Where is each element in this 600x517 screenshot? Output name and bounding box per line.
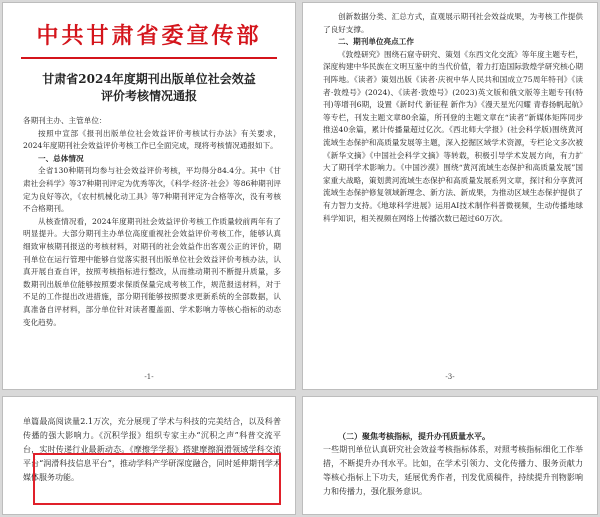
page-number: -3-: [445, 373, 455, 381]
document-title-line2: 评价考核情况通报: [100, 89, 197, 103]
section-heading: 一、总体情况: [38, 153, 84, 163]
section-heading: （二）聚焦考核指标，提升办刊质量水平。: [338, 431, 490, 441]
paragraph: 《敦煌研究》围绕石窟寺研究、策划《东西文化交流》等年度主题专栏，深度构建中华民族在文明互鉴中的当代价值，着力打造国际敦煌学研究核心期刊阵地。《读者》策划出版《读者·庆祝中华人民共和国成立75周年特刊》《读者·敦煌号》(2024)、《读者·敦煌号》(2023)英文版和俄文版等主题专刊(特刊)等增刊6期，设置《新时代 新征程 新作为》《漫天星光闪耀 青春扬帆起航》等专栏，刊发主题文章80余篇，所刊登的主题文章在“读者”新媒体矩阵同步推送40余篇，累计传播量超过亿次。《西北师大学报》(社会科学版)围绕黄河流域生态保护和高质量发展等主题，深入挖掘区域学术资源，专栏论文多次被《新华文摘》《中国社会科学文摘》等转载，积极引导学术发展方向，有力扩大了期刊学术影响力。《中国沙漠》围绕“黄河流域生态保护和高质量发展”国家重大战略，策划黄河流域生态保护和高质量发展系列文章，探讨和分享黄河流域生态保护修复领域新理念、新方法、新成果，为推动区域生态保护提供了有力智力支持。《地球科学进展》运用AI技术制作科普微视频，生动传播地球科学知识，相关视频在网络上传播次数已超过60万次。: [323, 49, 583, 223]
section-heading: 二、期刊单位亮点工作: [338, 37, 414, 47]
document-page-4: [302, 396, 598, 515]
paragraph: 创新数据分类、汇总方式，直观展示期刊社会效益成果，为考核工作提供了良好支撑。: [323, 12, 583, 34]
page-number: -1-: [144, 373, 154, 381]
page4-body: [323, 429, 583, 499]
highlight-box: [33, 453, 281, 505]
paragraph: 全省130种期刊均参与社会效益评价考核，平均得分84.4分。其中《甘肃社会科学》等37种期刊评定为优秀等次，《科学·经济·社会》等86种期刊评定为良好等次，《农村机械化动工具》等7种期刊评定为合格等次，没有考核不合格期刊。: [23, 166, 281, 214]
page1-body: [23, 115, 281, 329]
paragraph: 单篇最高阅读量2.1万次，充分展现了学术与科技的完美结合，以及科普传播的强大影响力。《沉积学报》组织专家主办“沉积之声”科普交流平台，实时传递行业最新动态。《摩擦学学报》搭建摩擦润滑领域学科交流平台“润滑科技信息平台”，推动学科产学研深度融合，同时延伸期刊学术媒体服务功能。: [23, 417, 281, 482]
document-page-1: [2, 2, 296, 390]
document-page-3: [2, 396, 296, 515]
document-page-2: [302, 2, 598, 390]
paragraph: 一些期刊单位认真研究社会效益考核指标体系，对照考核指标细化工作举措，不断提升办刊水平。比如，在学术引领力、文化传播力、服务贡献力等核心指标上下功夫，延展优秀作者，刊发优质稿件，持续提升刊物影响力和传播力，强化服务意识。: [323, 445, 583, 496]
paragraph: 从核查情况看，2024年度期刊社会效益评价考核工作质量较前两年有了明显提升。大部分期刊主办单位高度重视社会效益评价考核工作，能够认真细致审核期刊报送的考核材料，对期刊的社会效益作出客观公正的评价，期刊单位在运行管理中能够自觉落实报刊出版单位社会效益评价考核办法，认真开展自查自评，按照考核指标进行整改，从而推动期刊不断提升质量，多数期刊出版单位能够按照要求保质保量完成考核工作，规范报送材料，对于不足的工作提出改进措施，部分期刊能够按照要求更新系统的全部数据，认真准备自评材料，部分单位针对读者覆盖面、学术影响力等核心指标的动态变化趋势。: [23, 216, 281, 327]
document-title-line1: 甘肃省2024年度期刊出版单位社会效益: [42, 72, 256, 86]
paragraph: 按照中宣部《报刊出版单位社会效益评价考核试行办法》有关要求，2024年度期刊社会效益评价考核工作已全面完成，现将考核情况通报如下。: [23, 128, 281, 151]
issuer-header: 中共甘肃省委宣传部: [36, 23, 262, 49]
red-rule-divider: [21, 57, 277, 59]
document-title: [13, 71, 285, 105]
page2-body: [323, 11, 583, 225]
salutation: 各期刊主办、主管单位：: [23, 116, 107, 125]
